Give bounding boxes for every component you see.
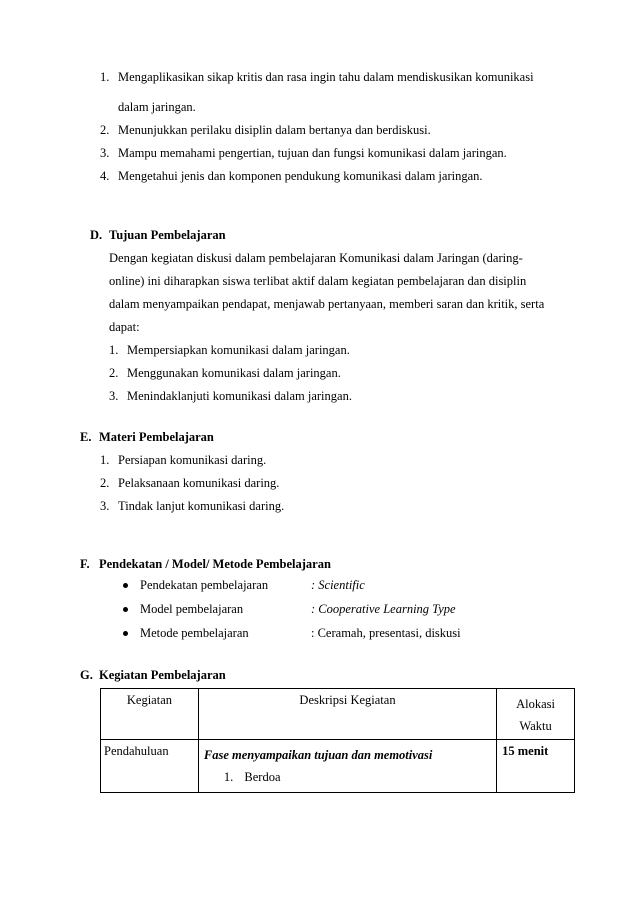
indicator-3-text: Mampu memahami pengertian, tujuan dan fungsi komunikasi dalam jaringan. [118, 146, 507, 160]
section-d-paragraph-line: dalam menyampaikan pendapat, menjawab pertanyaan, memberi saran dan kritik, serta [109, 297, 545, 311]
header-alokasi-label: Alokasi [516, 697, 555, 711]
section-d-item-3-text: Menindaklanjuti komunikasi dalam jaringan. [127, 389, 352, 403]
header-waktu-label: Waktu [519, 719, 552, 733]
section-g-letter: G. [80, 668, 93, 682]
bullet-icon [123, 631, 128, 636]
section-d-item-3-number: 3. [109, 389, 119, 403]
table-header-row [101, 689, 575, 740]
kegiatan-table [100, 688, 575, 793]
row-fase-text: Fase menyampaikan tujuan dan memotivasi [203, 748, 433, 762]
section-d-item-1-number: 1. [109, 343, 119, 357]
section-e-item-1-number: 1. [100, 453, 110, 467]
section-d-paragraph-line: Dengan kegiatan diskusi dalam pembelajaran Komunikasi dalam Jaringan (daring- [109, 251, 523, 265]
section-f-item-3-value: : Ceramah, presentasi, diskusi [311, 626, 461, 640]
row-item-number: 1. [223, 770, 234, 784]
section-d-item-1-text: Mempersiapkan komunikasi dalam jaringan. [127, 343, 350, 357]
section-f-title: Pendekatan / Model/ Metode Pembelajaran [99, 557, 331, 571]
section-f-item-1-label: Pendekatan pembelajaran [140, 578, 269, 592]
row-item-text: Berdoa [244, 770, 281, 784]
table-header-alokasi [497, 689, 575, 740]
header-deskripsi-label: Deskripsi Kegiatan [299, 693, 396, 707]
section-d-item-2-number: 2. [109, 366, 119, 380]
section-f-item-2-value: : Cooperative Learning Type [311, 602, 456, 616]
section-e-title: Materi Pembelajaran [99, 430, 214, 444]
table-cell-kegiatan [101, 740, 199, 793]
section-g-title: Kegiatan Pembelajaran [99, 668, 226, 682]
indicator-4-text: Mengetahui jenis dan komponen pendukung komunikasi dalam jaringan. [118, 169, 483, 183]
section-f-item-2-label: Model pembelajaran [140, 602, 244, 616]
section-e-letter: E. [80, 430, 92, 444]
section-e-item-2-number: 2. [100, 476, 110, 490]
section-d-paragraph-line: online) ini diharapkan siswa terlibat aktif dalam kegiatan pembelajaran dan disiplin [109, 274, 527, 288]
indicator-1-text-cont: dalam jaringan. [118, 100, 196, 114]
section-d-letter: D. [90, 228, 103, 242]
section-d-paragraph-line: dapat: [109, 320, 140, 334]
indicator-4-number: 4. [100, 169, 110, 183]
section-e-item-1-text: Persiapan komunikasi daring. [118, 453, 267, 467]
bullet-icon [123, 607, 128, 612]
section-d-title: Tujuan Pembelajaran [109, 228, 226, 242]
section-e-item-3-text: Tindak lanjut komunikasi daring. [118, 499, 285, 513]
indicator-1-text: Mengaplikasikan sikap kritis dan rasa ingin tahu dalam mendiskusikan komunikasi [118, 70, 534, 84]
section-e-item-3-number: 3. [100, 499, 110, 513]
section-e-item-2-text: Pelaksanaan komunikasi daring. [118, 476, 280, 490]
table-header-deskripsi [198, 689, 496, 740]
table-row [101, 740, 575, 793]
row-kegiatan-text: Pendahuluan [104, 744, 169, 758]
section-d-item-2-text: Menggunakan komunikasi dalam jaringan. [127, 366, 341, 380]
row-waktu-text: 15 menit [502, 744, 549, 758]
section-f-item-1-value: : Scientific [311, 578, 365, 592]
indicator-2-number: 2. [100, 123, 110, 137]
table-cell-waktu [497, 740, 575, 793]
section-f-letter: F. [80, 557, 90, 571]
table-header-kegiatan [101, 689, 199, 740]
indicator-3-number: 3. [100, 146, 110, 160]
section-f-item-3-label: Metode pembelajaran [140, 626, 249, 640]
indicator-1-number: 1. [100, 70, 110, 84]
table-cell-deskripsi [198, 740, 496, 793]
bullet-icon [123, 583, 128, 588]
header-kegiatan-label: Kegiatan [126, 693, 172, 707]
indicator-2-text: Menunjukkan perilaku disiplin dalam bertanya dan berdiskusi. [118, 123, 431, 137]
